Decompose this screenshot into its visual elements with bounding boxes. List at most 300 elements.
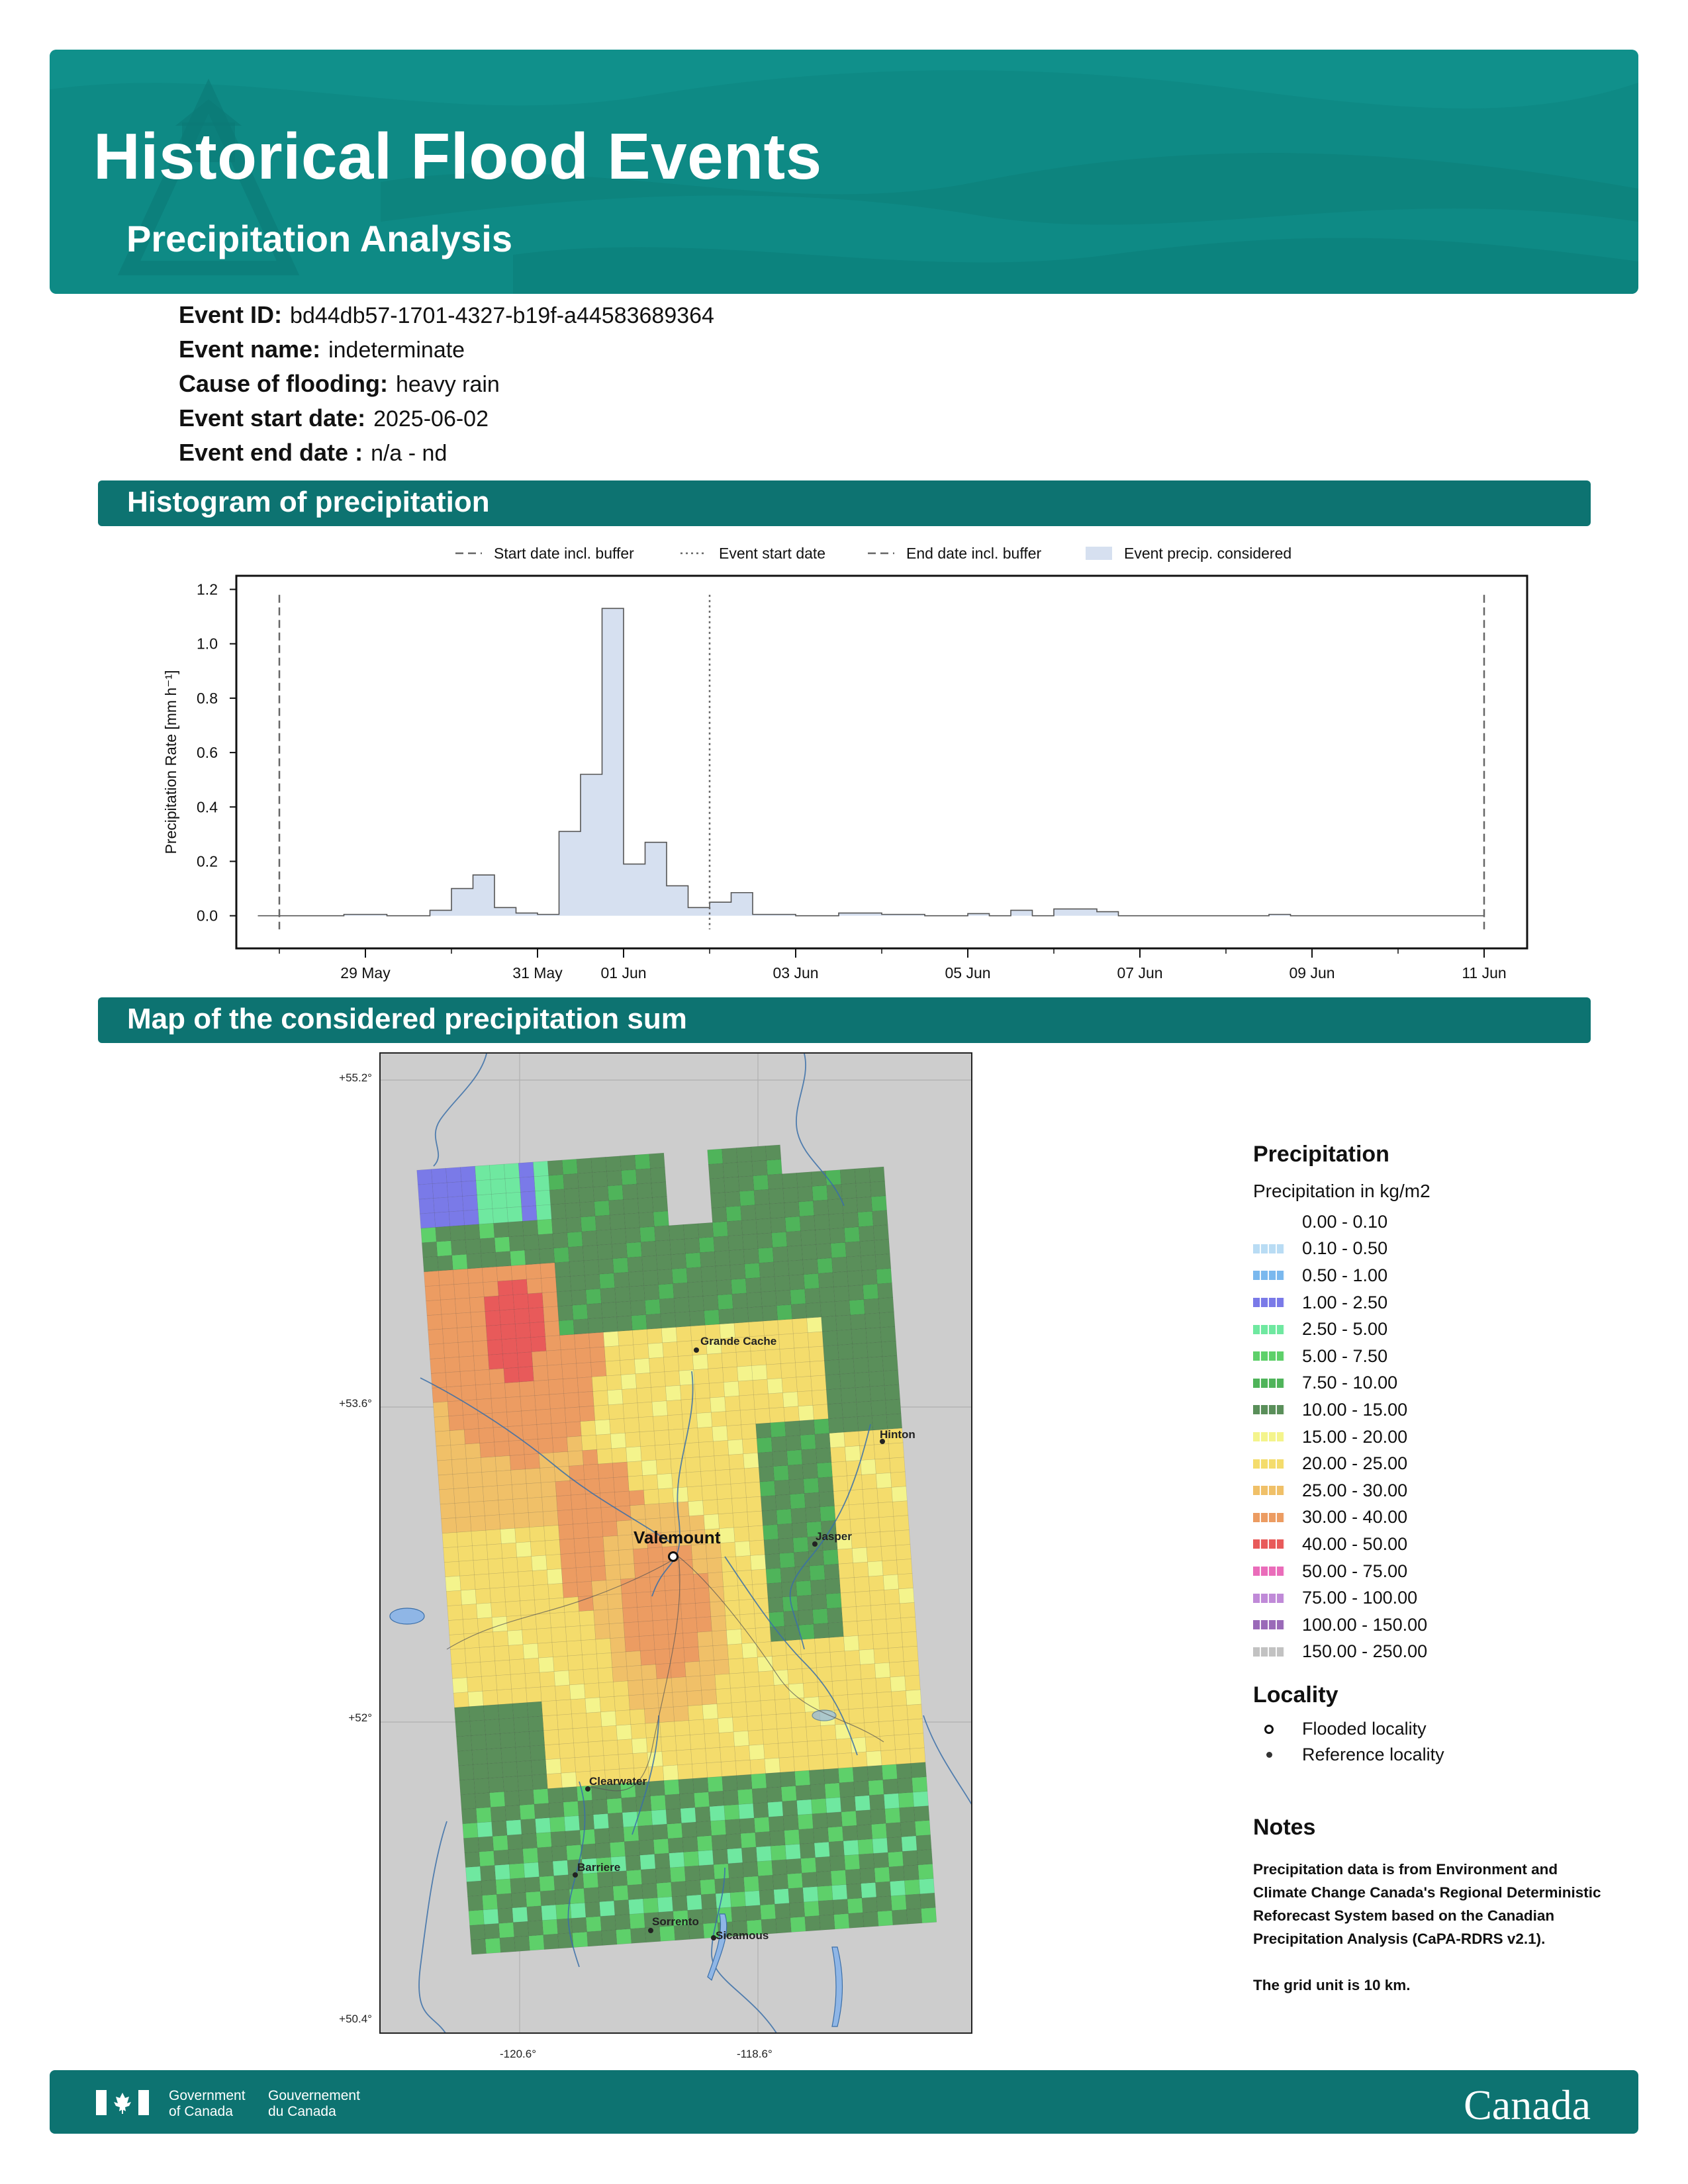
precip-cell bbox=[847, 1271, 863, 1286]
precip-cell bbox=[731, 1279, 746, 1294]
precip-cell bbox=[624, 1213, 639, 1228]
precip-cell bbox=[864, 1503, 879, 1518]
precip-cell bbox=[639, 1840, 654, 1855]
precip-cell bbox=[480, 1238, 495, 1253]
precip-cell bbox=[615, 1710, 630, 1725]
precip-cell bbox=[741, 1847, 757, 1862]
precip-cell bbox=[573, 1319, 588, 1334]
precip-bin-swatch bbox=[1253, 1271, 1285, 1280]
precip-cell bbox=[808, 1332, 823, 1347]
precip-cell bbox=[745, 1686, 760, 1702]
precip-bar bbox=[581, 774, 602, 916]
precip-cell bbox=[484, 1296, 499, 1311]
precip-cell bbox=[818, 1886, 833, 1901]
precip-cell bbox=[803, 1887, 818, 1902]
precip-cell bbox=[543, 1511, 558, 1526]
precip-cell bbox=[536, 1833, 551, 1848]
precip-cell bbox=[712, 1207, 727, 1222]
precip-cell bbox=[557, 1291, 572, 1306]
precip-cell bbox=[875, 1254, 890, 1269]
precip-cell bbox=[709, 1383, 724, 1398]
precip-cell bbox=[798, 1814, 813, 1829]
precip-cell bbox=[600, 1915, 616, 1931]
precip-cell bbox=[585, 1902, 600, 1917]
precip-cell bbox=[511, 1265, 526, 1280]
precip-cell bbox=[580, 1829, 595, 1844]
precip-cell bbox=[796, 1376, 812, 1391]
precip-cell bbox=[753, 1175, 769, 1190]
precip-cell bbox=[854, 1781, 869, 1796]
precip-cell bbox=[775, 1699, 790, 1714]
precip-cell bbox=[723, 1367, 738, 1382]
precip-cell bbox=[855, 1591, 870, 1606]
precip-cell bbox=[516, 1542, 531, 1557]
precip-cell bbox=[578, 1596, 593, 1611]
precip-cell bbox=[831, 1242, 846, 1257]
precip-bin-entry bbox=[1253, 1504, 1624, 1531]
precip-cell bbox=[698, 1646, 714, 1661]
precip-cell bbox=[841, 1592, 856, 1608]
precip-cell bbox=[870, 1386, 885, 1401]
precip-cell bbox=[471, 1735, 487, 1750]
precip-cell bbox=[507, 1206, 522, 1222]
precip-cell bbox=[535, 1394, 550, 1410]
precip-cell bbox=[600, 1711, 616, 1726]
precip-cell bbox=[475, 1793, 491, 1808]
precip-cell bbox=[440, 1299, 455, 1314]
precip-cell bbox=[740, 1614, 755, 1629]
precip-cell bbox=[424, 1271, 439, 1286]
precip-cell bbox=[759, 1262, 774, 1277]
precip-cell bbox=[455, 1502, 470, 1518]
precip-cell bbox=[665, 1385, 680, 1400]
precip-cell bbox=[744, 1672, 759, 1687]
precip-cell bbox=[767, 1787, 782, 1802]
precip-cell bbox=[717, 1703, 732, 1718]
precip-cell bbox=[846, 1461, 861, 1476]
precip-cell bbox=[743, 1234, 758, 1250]
precip-cell bbox=[757, 1233, 773, 1248]
x-tick-label: 03 Jun bbox=[773, 964, 819, 981]
precip-cell bbox=[818, 1477, 833, 1492]
precip-cell bbox=[451, 1663, 467, 1678]
precip-cell bbox=[639, 1431, 655, 1446]
precip-cell bbox=[504, 1586, 520, 1602]
precip-cell bbox=[535, 1190, 550, 1205]
precip-cell bbox=[912, 1777, 927, 1792]
precip-cell bbox=[689, 1719, 704, 1735]
precip-cell bbox=[810, 1565, 825, 1580]
precip-cell bbox=[886, 1618, 902, 1633]
precip-cell bbox=[603, 1332, 618, 1347]
precip-cell bbox=[577, 1158, 592, 1173]
precip-cell bbox=[659, 1502, 675, 1518]
precip-cell bbox=[746, 1496, 761, 1512]
map-legend bbox=[1253, 1142, 1624, 1768]
precip-cell bbox=[614, 1696, 630, 1711]
precip-cell bbox=[509, 1236, 524, 1251]
precip-cell bbox=[512, 1907, 528, 1922]
precip-cell bbox=[638, 1197, 653, 1212]
precip-cell bbox=[820, 1506, 835, 1521]
precip-cell bbox=[826, 1388, 841, 1404]
section-map: Map of the considered precipitation sum bbox=[98, 997, 1591, 1043]
precip-cell bbox=[696, 1398, 711, 1413]
precip-cell bbox=[783, 1815, 798, 1830]
precip-cell bbox=[503, 1572, 518, 1587]
precip-cell bbox=[718, 1294, 733, 1309]
precip-cell bbox=[512, 1688, 527, 1704]
precip-cell bbox=[616, 1929, 632, 1944]
precip-cell bbox=[546, 1554, 561, 1569]
precip-cell bbox=[751, 1569, 767, 1584]
precip-cell bbox=[662, 1751, 677, 1766]
precip-cell bbox=[832, 1680, 847, 1696]
precip-cell bbox=[488, 1559, 503, 1574]
precip-cell bbox=[518, 1790, 534, 1805]
precip-cell bbox=[556, 1276, 571, 1291]
precip-cell bbox=[732, 1293, 747, 1308]
precip-cell bbox=[756, 1423, 771, 1438]
precip-cell bbox=[880, 1531, 896, 1546]
precip-cell bbox=[839, 1563, 854, 1578]
legend-label: Event precip. considered bbox=[1124, 545, 1292, 562]
precip-cell bbox=[541, 1482, 556, 1497]
precip-cell bbox=[700, 1661, 715, 1676]
precip-cell bbox=[730, 1688, 745, 1703]
precip-bin-entry bbox=[1253, 1396, 1624, 1424]
precip-cell bbox=[541, 1700, 557, 1715]
precip-cell bbox=[899, 1588, 914, 1603]
precip-cell bbox=[708, 1791, 724, 1806]
precip-cell bbox=[886, 1399, 901, 1414]
precip-cell bbox=[729, 1673, 745, 1688]
precip-cell bbox=[906, 1894, 921, 1909]
precip-cell bbox=[659, 1707, 674, 1722]
precip-cell bbox=[700, 1251, 715, 1267]
precip-cell bbox=[496, 1470, 512, 1485]
precip-cell bbox=[521, 1410, 536, 1426]
precip-cell bbox=[773, 1465, 788, 1480]
precip-cell bbox=[812, 1185, 827, 1201]
precip-cell bbox=[459, 1779, 475, 1794]
precip-bar bbox=[667, 886, 688, 915]
precip-cell bbox=[710, 1805, 725, 1821]
precip-cell bbox=[564, 1816, 579, 1831]
precip-cell bbox=[818, 1900, 833, 1915]
precip-cell bbox=[483, 1690, 498, 1706]
precip-cell bbox=[835, 1300, 850, 1316]
precip-cell bbox=[891, 1895, 906, 1910]
precip-cell bbox=[829, 1432, 845, 1447]
precip-cell bbox=[699, 1864, 714, 1880]
precip-cell bbox=[814, 1842, 829, 1857]
precip-cell bbox=[833, 1899, 848, 1915]
precip-cell bbox=[561, 1568, 577, 1583]
precip-cell bbox=[763, 1320, 778, 1336]
precip-cell bbox=[611, 1652, 626, 1667]
precip-cell bbox=[589, 1756, 604, 1771]
precip-cell bbox=[887, 1837, 902, 1852]
precip-cell bbox=[609, 1623, 624, 1638]
precip-cell bbox=[449, 1415, 464, 1430]
precip-cell bbox=[757, 1437, 772, 1453]
precip-cell bbox=[550, 1408, 565, 1423]
precip-bin-swatch bbox=[1253, 1244, 1285, 1253]
precip-cell bbox=[614, 1900, 629, 1915]
precip-cell bbox=[427, 1314, 442, 1330]
precip-cell bbox=[708, 1368, 724, 1383]
precip-cell bbox=[677, 1764, 692, 1779]
precip-cell bbox=[571, 1917, 586, 1933]
precip-cell bbox=[419, 1199, 434, 1214]
precip-cell bbox=[653, 1211, 669, 1226]
precip-cell bbox=[473, 1355, 489, 1370]
precip-cell bbox=[646, 1314, 661, 1329]
precip-cell bbox=[444, 1547, 459, 1562]
precip-cell bbox=[842, 1198, 857, 1213]
precip-cell bbox=[604, 1754, 619, 1770]
precip-cell bbox=[704, 1310, 720, 1325]
precip-cell bbox=[545, 1758, 561, 1774]
precip-cell bbox=[530, 1526, 545, 1541]
precip-cell bbox=[478, 1208, 493, 1224]
precip-cell bbox=[904, 1661, 919, 1676]
precip-cell bbox=[894, 1516, 909, 1531]
precip-cell bbox=[449, 1430, 465, 1445]
precip-cell bbox=[644, 1285, 659, 1300]
precip-cell bbox=[876, 1896, 892, 1911]
precip-cell bbox=[674, 1297, 689, 1312]
precip-cell bbox=[765, 1553, 780, 1569]
precip-cell bbox=[623, 1608, 638, 1623]
precip-cell bbox=[741, 1220, 757, 1235]
precip-cell bbox=[869, 1371, 884, 1387]
precip-cell bbox=[769, 1612, 784, 1627]
gov-fr-line1: Gouvernement bbox=[268, 2088, 360, 2103]
precip-cell bbox=[482, 1471, 497, 1486]
map-lake bbox=[812, 1710, 836, 1721]
precip-cell bbox=[527, 1278, 542, 1293]
precip-bin-swatch bbox=[1253, 1513, 1285, 1522]
precip-cell bbox=[675, 1735, 690, 1751]
precip-cell bbox=[836, 1315, 851, 1330]
precip-cell bbox=[518, 1570, 533, 1586]
precip-cell bbox=[778, 1538, 794, 1553]
city-hinton: Hinton bbox=[880, 1428, 915, 1441]
precip-cell bbox=[684, 1851, 699, 1866]
precip-bin-entry bbox=[1253, 1584, 1624, 1612]
precip-cell bbox=[751, 1555, 766, 1570]
precip-cell bbox=[499, 1514, 514, 1529]
precip-cell bbox=[816, 1652, 831, 1667]
precip-cell bbox=[650, 1167, 665, 1183]
precip-cell bbox=[720, 1747, 735, 1762]
precip-cell bbox=[548, 1379, 563, 1394]
precip-cell bbox=[479, 1851, 494, 1866]
precip-cell bbox=[544, 1525, 559, 1541]
precip-cell bbox=[461, 1166, 476, 1181]
precip-cell bbox=[735, 1760, 751, 1775]
precip-cell bbox=[884, 1385, 900, 1400]
precip-cell bbox=[463, 1210, 479, 1225]
precip-cell bbox=[810, 1784, 825, 1799]
precip-cell bbox=[701, 1266, 716, 1281]
precip-cell bbox=[565, 1626, 581, 1641]
precip-bin-swatch bbox=[1253, 1217, 1285, 1226]
precip-cell bbox=[463, 1414, 479, 1430]
precip-cell bbox=[506, 1820, 522, 1835]
precip-cell bbox=[535, 1818, 550, 1833]
precip-cell bbox=[858, 1839, 873, 1854]
precip-bin-swatch bbox=[1253, 1459, 1285, 1469]
precip-cell bbox=[718, 1498, 733, 1514]
precip-cell bbox=[632, 1738, 647, 1753]
precip-cell bbox=[708, 1776, 723, 1792]
precip-cell bbox=[761, 1291, 776, 1306]
precip-cell bbox=[467, 1268, 483, 1283]
precip-cell bbox=[870, 1181, 886, 1197]
precip-cell bbox=[556, 1700, 571, 1715]
precip-cell bbox=[520, 1191, 536, 1206]
precip-cell bbox=[463, 1823, 478, 1838]
precip-cell bbox=[432, 1183, 447, 1198]
precip-bin-label: 40.00 - 50.00 bbox=[1302, 1533, 1408, 1554]
precip-cell bbox=[504, 1791, 520, 1806]
precip-bin-swatch bbox=[1253, 1351, 1285, 1361]
precip-cell bbox=[580, 1625, 595, 1640]
precip-cell bbox=[588, 1318, 603, 1333]
precip-cell bbox=[771, 1641, 786, 1656]
precip-cell bbox=[868, 1357, 883, 1372]
precip-cell bbox=[712, 1426, 727, 1441]
precip-cell bbox=[618, 1535, 633, 1550]
precip-cell bbox=[892, 1486, 907, 1502]
precip-cell bbox=[756, 1846, 771, 1861]
precip-cell bbox=[564, 1188, 579, 1203]
precip-cell bbox=[481, 1880, 496, 1895]
precip-cell bbox=[882, 1764, 897, 1780]
precip-cell bbox=[786, 1231, 802, 1246]
precip-cell bbox=[787, 1246, 802, 1261]
precip-cell bbox=[774, 1684, 789, 1700]
precip-cell bbox=[563, 1801, 579, 1817]
precip-cell bbox=[821, 1725, 836, 1740]
precip-cell bbox=[885, 1604, 900, 1619]
precip-cell bbox=[791, 1508, 806, 1523]
precip-cell bbox=[712, 1849, 727, 1864]
precip-cell bbox=[685, 1661, 700, 1676]
precip-cell bbox=[455, 1517, 471, 1532]
precip-cell bbox=[884, 1794, 899, 1809]
precip-cell bbox=[612, 1462, 628, 1477]
precip-cell bbox=[884, 1589, 900, 1604]
precip-cell bbox=[549, 1175, 564, 1190]
map-river bbox=[923, 1715, 972, 1808]
precip-cell bbox=[847, 1884, 862, 1899]
precip-cell bbox=[475, 1369, 490, 1385]
precip-cell bbox=[532, 1570, 547, 1585]
precip-cell bbox=[800, 1843, 815, 1858]
precip-cell bbox=[508, 1645, 524, 1660]
precip-cell bbox=[812, 1390, 827, 1405]
precip-cell bbox=[452, 1254, 467, 1269]
precip-cell bbox=[653, 1824, 668, 1839]
precip-cell bbox=[863, 1693, 878, 1708]
precip-cell bbox=[478, 1837, 493, 1852]
precip-cell bbox=[714, 1251, 729, 1266]
precip-cell bbox=[481, 1676, 496, 1691]
precip-cell bbox=[564, 1392, 579, 1408]
precip-cell bbox=[575, 1334, 590, 1349]
precip-cell bbox=[479, 1428, 494, 1443]
precip-cell bbox=[846, 1256, 861, 1271]
precip-cell bbox=[839, 1782, 855, 1797]
precip-cell bbox=[539, 1657, 554, 1672]
precip-cell bbox=[859, 1854, 874, 1869]
precip-cell bbox=[868, 1561, 883, 1576]
precip-cell bbox=[473, 1545, 488, 1560]
precip-cell bbox=[786, 1858, 802, 1874]
reference-locality-label: Reference locality bbox=[1302, 1745, 1444, 1765]
precip-cell bbox=[846, 1664, 861, 1680]
precip-cell bbox=[576, 1567, 591, 1582]
precip-cell bbox=[802, 1668, 818, 1683]
precip-cell bbox=[733, 1308, 748, 1323]
precip-cell bbox=[557, 1495, 572, 1510]
precip-cell bbox=[513, 1498, 528, 1514]
precip-cell bbox=[735, 1541, 750, 1557]
precip-cell bbox=[554, 1670, 569, 1686]
precip-cell bbox=[716, 1893, 731, 1908]
precip-cell bbox=[490, 1792, 505, 1807]
precip-cell bbox=[620, 1564, 635, 1579]
precip-cell bbox=[791, 1304, 806, 1319]
precip-cell bbox=[529, 1731, 544, 1746]
precip-cell bbox=[584, 1259, 599, 1275]
precip-cell bbox=[680, 1603, 696, 1618]
precip-cell bbox=[635, 1154, 650, 1169]
precip-cell bbox=[856, 1810, 871, 1825]
precip-cell bbox=[469, 1297, 485, 1312]
precip-cell bbox=[758, 1452, 773, 1467]
precip-cell bbox=[882, 1560, 898, 1575]
notes bbox=[1253, 1815, 1604, 1997]
precip-cell bbox=[686, 1267, 702, 1283]
precip-bin-entry bbox=[1253, 1639, 1624, 1666]
precip-cell bbox=[888, 1852, 903, 1867]
precip-cell bbox=[591, 1361, 606, 1377]
canada-wordmark: Canada bbox=[1464, 2081, 1591, 2128]
precip-cell bbox=[790, 1698, 805, 1713]
precip-cell bbox=[813, 1200, 828, 1215]
precip-cell bbox=[874, 1648, 889, 1663]
precip-cell bbox=[701, 1893, 716, 1909]
precip-cell bbox=[773, 1246, 788, 1261]
precip-cell bbox=[608, 1389, 623, 1404]
precip-cell bbox=[657, 1269, 673, 1285]
precip-cell bbox=[567, 1655, 583, 1670]
precip-cell bbox=[661, 1313, 676, 1328]
precip-cell bbox=[739, 1176, 754, 1191]
precip-cell bbox=[494, 1850, 509, 1865]
precip-cell bbox=[656, 1663, 671, 1678]
precip-cell bbox=[859, 1226, 874, 1241]
precip-cell bbox=[475, 1165, 490, 1181]
precip-cell bbox=[630, 1504, 645, 1520]
precip-bin-label: 25.00 - 30.00 bbox=[1302, 1480, 1408, 1500]
precip-cell bbox=[724, 1381, 739, 1396]
